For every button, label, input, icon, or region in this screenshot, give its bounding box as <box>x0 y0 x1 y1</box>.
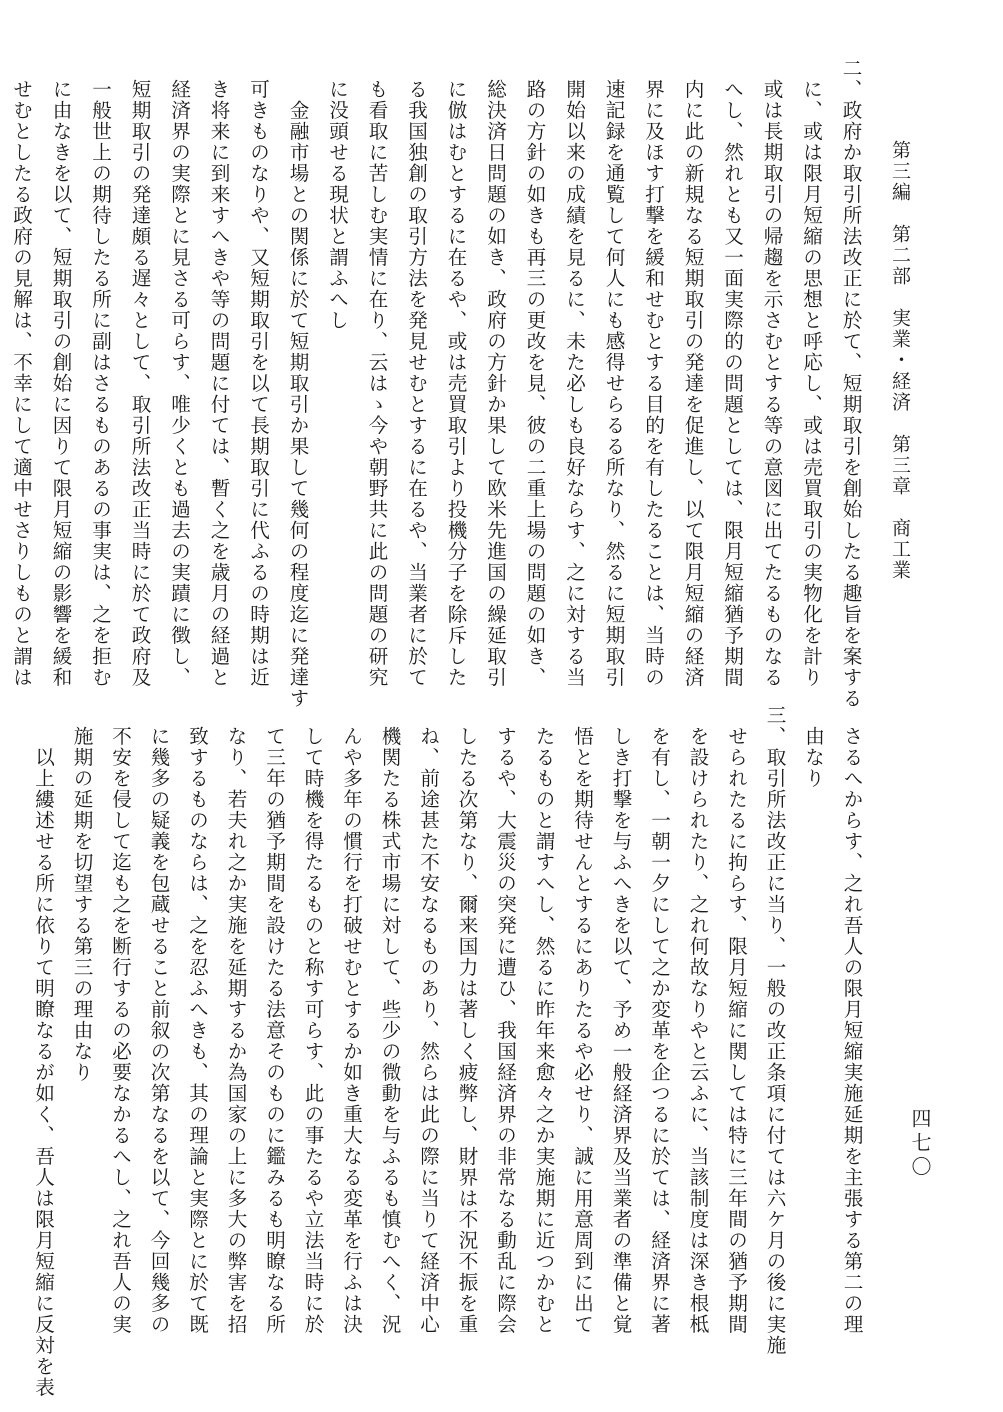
text-line: ね、前途甚た不安なるものあり、然らは此の際に当りて経済中心 <box>416 705 440 1335</box>
text-line: て三年の猶予期間を設けたる法意そのものに鑑みるも明瞭なる所 <box>262 705 286 1335</box>
text-line: 可きものなりや、又短期取引を以て長期取引に代ふるの時期は近 <box>246 58 270 688</box>
text-line: 以上縷述せる所に依りて明瞭なるが如く、吾人は限月短縮に反対を表 <box>31 705 55 1398</box>
text-line: 或は長期取引の帰趨を示さむとする等の意図に出てたるものなる <box>760 58 783 688</box>
text-line: 総決済日問題の如き、政府の方針か果して欧米先進国の繰延取引 <box>483 58 507 688</box>
text-line: に、或は限月短縮の思想と呼応し、或は売買取引の実物化を計り <box>799 58 823 688</box>
text-line: せむとしたる政府の見解は、不幸にして適中せさりしものと謂は <box>9 58 33 688</box>
text-line: 金融市場との関係に於て短期取引か果して幾何の程度迄に発達す <box>286 58 309 709</box>
text-line: を設けられたり、之れ何故なりやと云ふに、当該制度は深き根柢 <box>686 705 709 1335</box>
text-line: 三、取引所法改正に当り、一般の改正条項に付ては六ケ月の後に実施 <box>763 705 786 1356</box>
text-line: 致するものならは、之を忍ふへきも、其の理論と実際とに於て既 <box>185 705 209 1335</box>
running-header: 第三編 第二部 実業・経済 第三章 商工業 <box>889 140 911 581</box>
text-line: 不安を侵して迄も之を断行するの必要なかるへし、之れ吾人の実 <box>108 705 132 1335</box>
text-line: る我国独創の取引方法を発見せむとするに在るや、当業者に於て <box>404 58 428 688</box>
text-line: んや多年の慣行を打破せむとするか如き重大なる変革を行ふは決 <box>339 705 363 1335</box>
text-line: き将来に到来すへきや等の問題に付ては、暫く之を歳月の経過と <box>207 58 230 688</box>
text-line: 速記録を通覧して何人にも感得せらるる所なり、然るに短期取引 <box>602 58 625 688</box>
text-line: 施期の延期を切望する第三の理由なり <box>70 705 93 1083</box>
text-line: なり、若夫れ之か実施を延期するか為国家の上に多大の弊害を招 <box>224 705 247 1335</box>
text-line: へし、然れとも又一面実際的の問題としては、限月短縮猶予期間 <box>720 58 744 688</box>
text-line: したる次第なり、爾来国力は著しく疲弊し、財界は不況不振を重 <box>455 705 478 1335</box>
text-line: 内に此の新規なる短期取引の発達を促進し、以て限月短縮の経済 <box>681 58 704 688</box>
text-line: 由なり <box>801 705 825 789</box>
text-line: 短期取引の発達頗る遅々として、取引所法改正当時に於て政府及 <box>128 58 151 688</box>
text-line: しき打撃を与ふへきを以て、予め一般経済界及当業者の準備と覚 <box>609 705 632 1335</box>
text-line: に没頭せる現状と謂ふへし <box>325 58 349 331</box>
text-line: に倣はむとするに在るや、或は売買取引より投機分子を除斥した <box>444 58 467 688</box>
lower-text-block <box>31 705 870 1398</box>
text-line: に幾多の疑義を包蔵せること前叙の次第なるを以て、今回幾多の <box>147 705 170 1335</box>
text-line: せられたるに拘らす、限月短縮に関しては特に三年間の猶予期間 <box>724 705 748 1335</box>
text-line: たるものと謂すへし、然るに昨年来愈々之か実施期に近つかむと <box>532 705 555 1335</box>
text-line: 開始以来の成績を見るに、未た必しも良好ならす、之に対する当 <box>562 58 586 688</box>
text-line: 機関たる株式市場に対して、些少の微動を与ふるも慎むへく、況 <box>378 705 401 1335</box>
text-line: 界に及ほす打撃を緩和せむとする目的を有したることは、当時の <box>641 58 665 688</box>
text-line: 路の方針の如きも再三の更改を見、彼の二重上場の問題の如き、 <box>523 58 546 688</box>
text-line: 二、政府か取引所法改正に於て、短期取引を創始したる趣旨を案する <box>839 58 862 709</box>
text-line: も看取に苦しむ実情に在り、云はゝ今や朝野共に此の問題の研究 <box>365 58 388 688</box>
upper-text-block <box>9 58 870 709</box>
text-line: 悟とを期待せんとするにありたるや必せり、誠に用意周到に出て <box>570 705 594 1335</box>
text-line: さるへからす、之れ吾人の限月短縮実施延期を主張する第二の理 <box>840 705 863 1335</box>
text-line: 経済界の実際とに見さる可らす、唯少くとも過去の実蹟に徴し、 <box>167 58 191 688</box>
text-line: するや、大震災の突発に遭ひ、我国経済界の非常なる動乱に際会 <box>493 705 517 1335</box>
text-line: に由なきを以て、短期取引の創始に因りて限月短縮の影響を緩和 <box>49 58 72 688</box>
text-line: を有し、一朝一夕にして之か変革を企つるに於ては、経済界に著 <box>647 705 671 1335</box>
text-line: して時機を得たるものと称す可らす、此の事たるや立法当時に於 <box>301 705 324 1335</box>
text-line: 一般世上の期待したる所に副はさるものあるの事実は、之を拒む <box>88 58 112 688</box>
page-number: 四七〇 <box>908 1108 932 1180</box>
